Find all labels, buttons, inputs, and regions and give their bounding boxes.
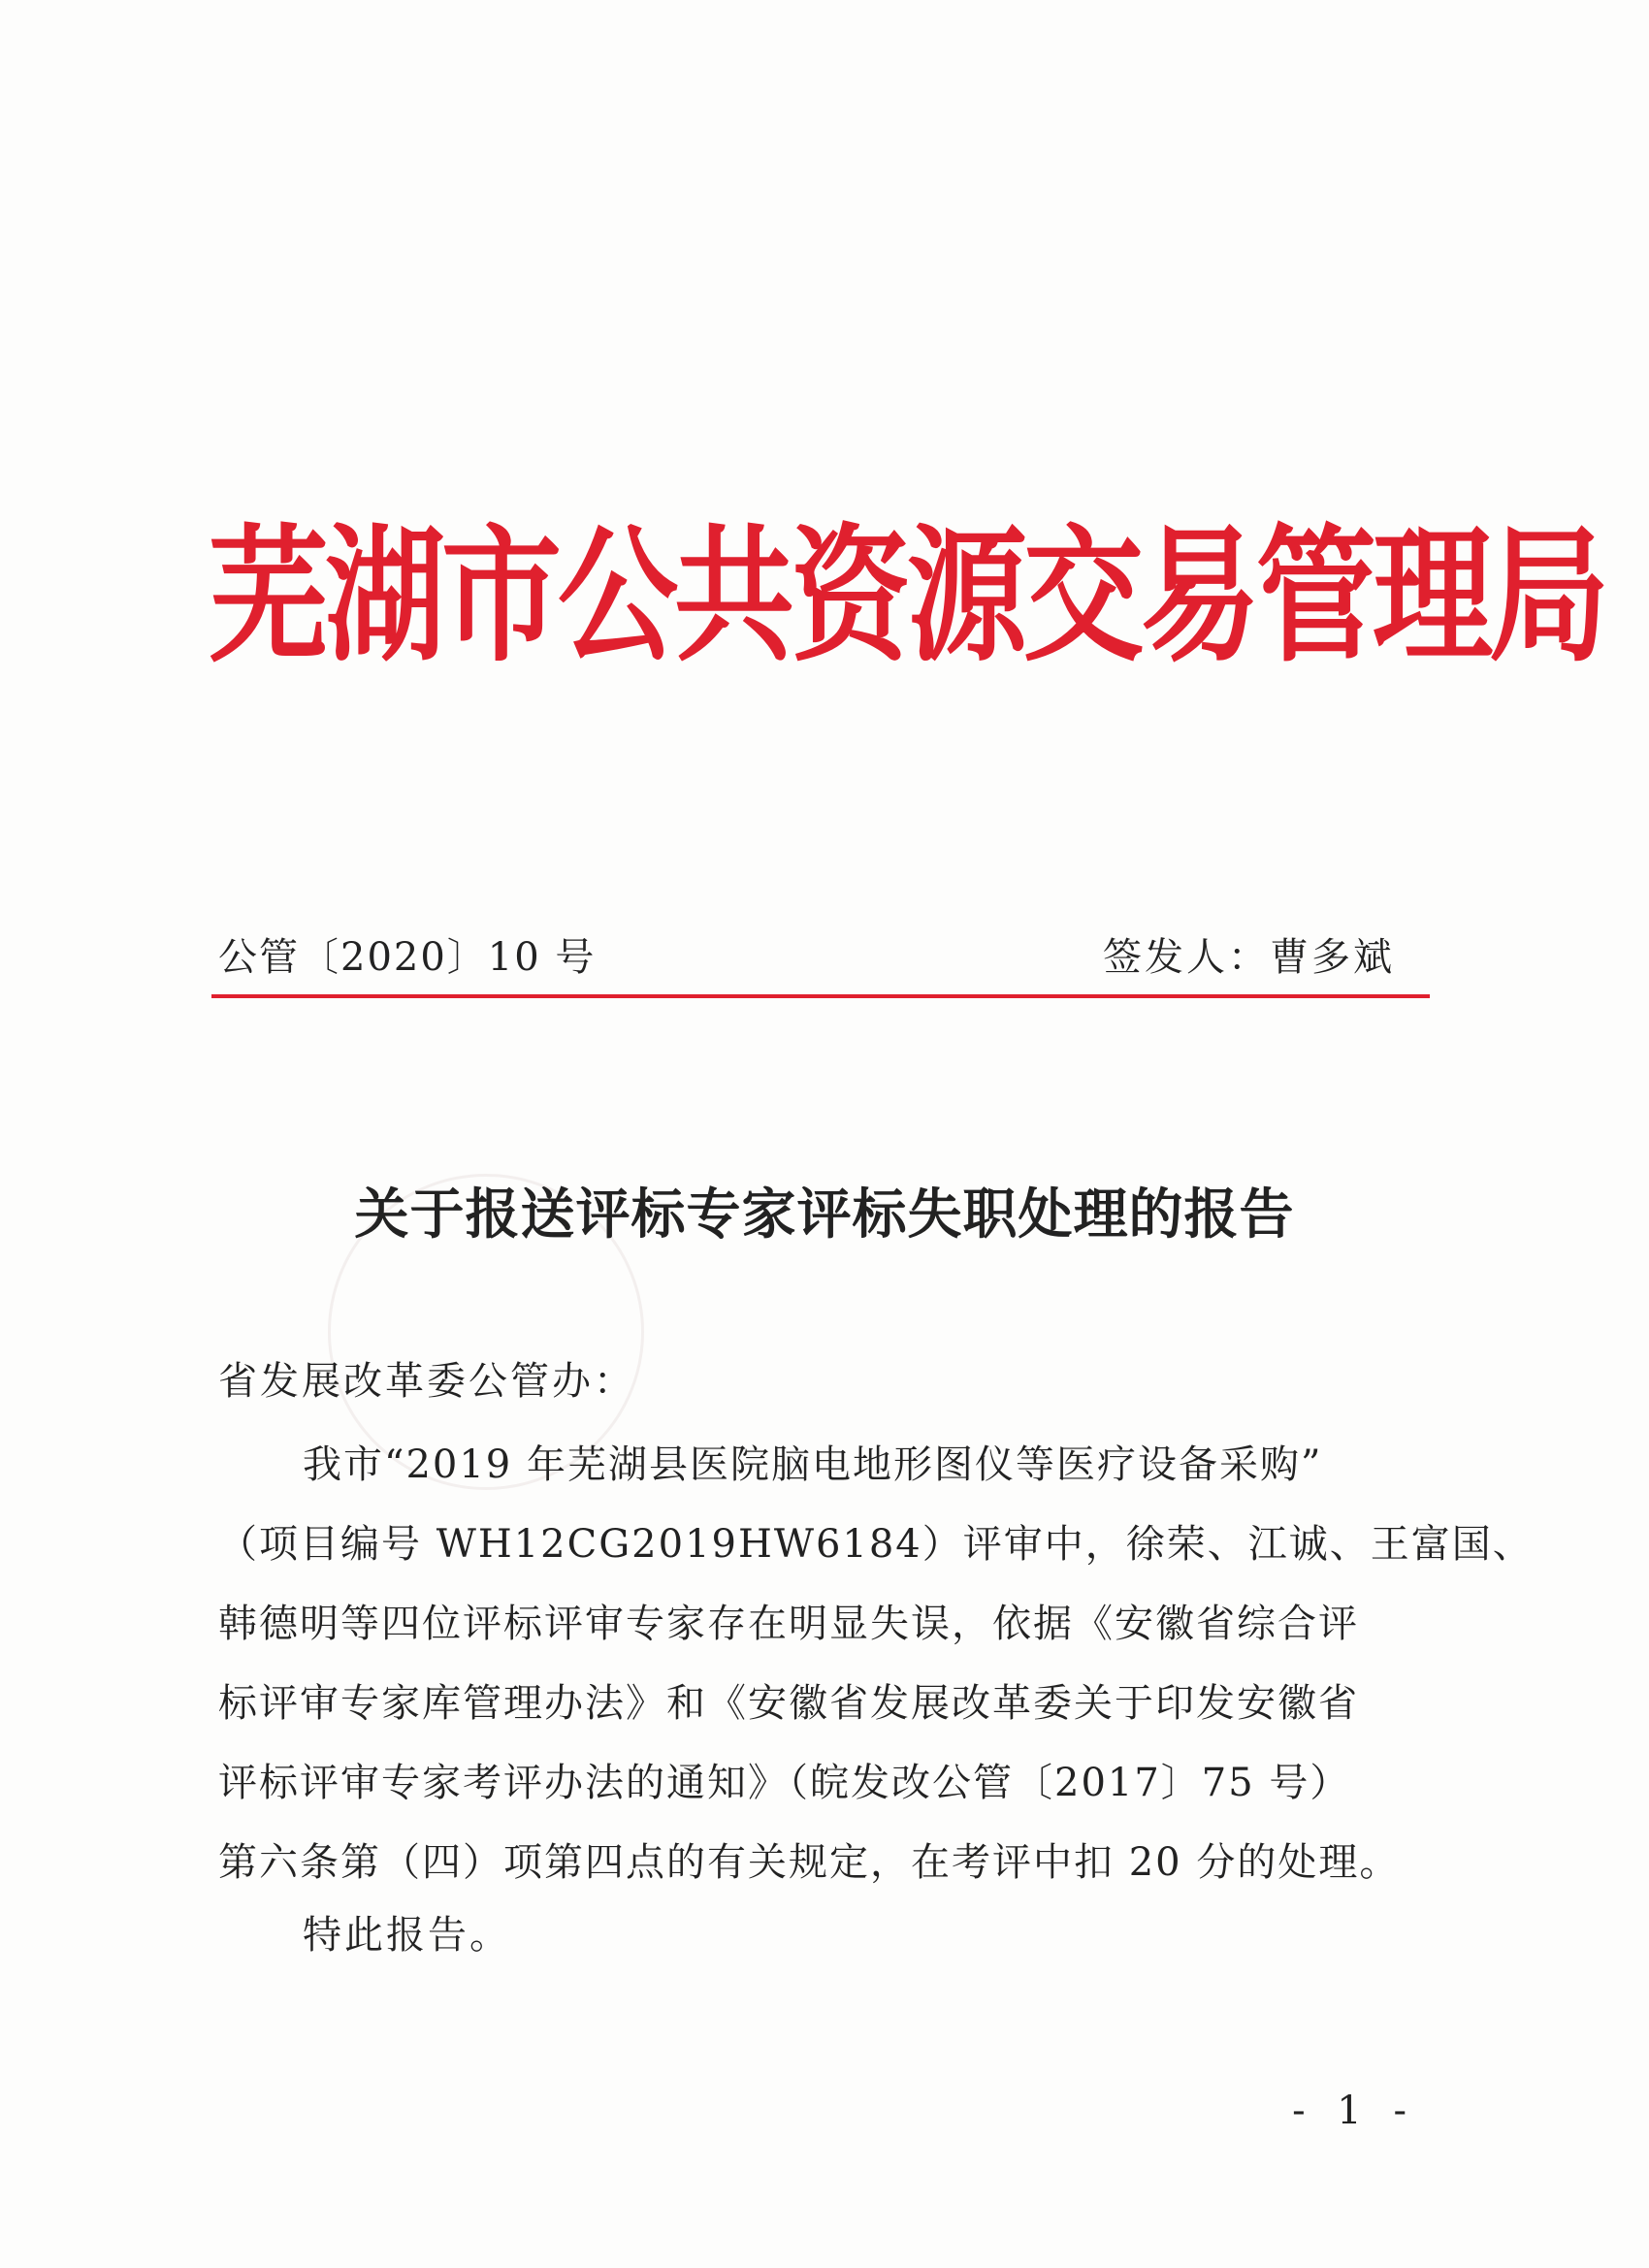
- closing-text: 特此报告。: [303, 1913, 511, 1958]
- organization-header: 芜湖市公共资源交易管理局: [209, 511, 1606, 683]
- header-divider: [211, 994, 1430, 998]
- body-line: 评标评审专家考评办法的通知》（皖发改公管〔2017〕75 号）: [218, 1761, 1351, 1805]
- body-line: 标评审专家库管理办法》和《安徽省发展改革委关于印发安徽省: [218, 1681, 1359, 1726]
- recipient: 省发展改革委公管办：: [218, 1359, 635, 1404]
- document-number: 公管〔2020〕10 号: [218, 935, 597, 980]
- body-line: （项目编号 WH12CG2019HW6184）评审中，徐荣、江诚、王富国、: [218, 1522, 1534, 1567]
- document-title: 关于报送评标专家评标失职处理的报告: [354, 1183, 1295, 1247]
- page-number: - 1 -: [1292, 2089, 1416, 2133]
- body-line: 第六条第（四）项第四点的有关规定，在考评中扣 20 分的处理。: [218, 1840, 1401, 1885]
- body-line: 我市“2019 年芜湖县医院脑电地形图仪等医疗设备采购”: [303, 1442, 1323, 1487]
- body-line: 韩德明等四位评标评审专家存在明显失误，依据《安徽省综合评: [218, 1602, 1359, 1646]
- signer: 签发人：曹多斌: [1103, 935, 1395, 980]
